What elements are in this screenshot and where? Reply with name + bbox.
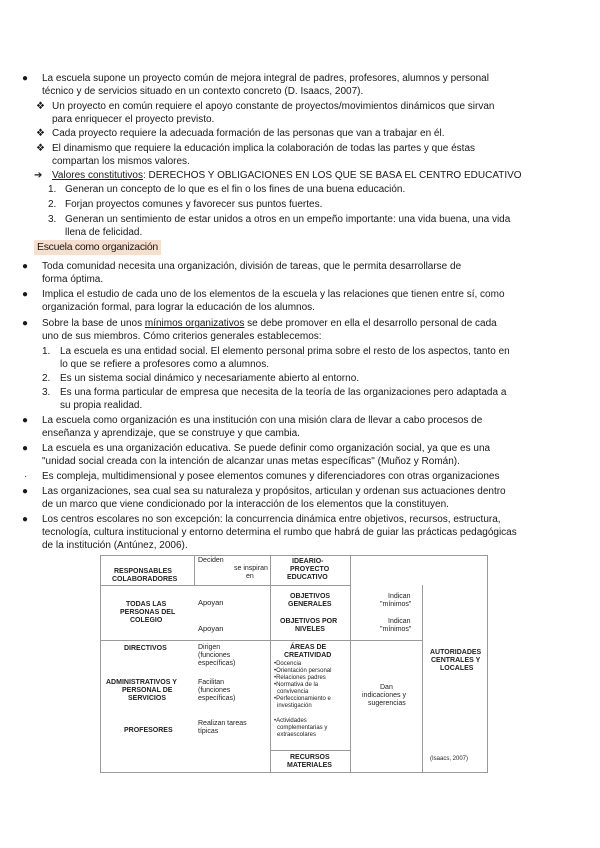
number-marker: 2. [42,373,51,384]
areas-item: investigación [277,703,312,709]
valores-item-3b: llena de felicidad. [65,227,143,238]
diamond-marker: ❖ [36,128,45,139]
bullet-marker: ● [22,415,29,426]
objetivos-generales-1: OBJETIVOS [290,593,331,600]
areas-item: complementarias y [277,725,328,731]
org-b8a: Los centros escolares no son excepción: la concurrencia dinámica entre objetivos, recursos, estructura, [42,514,501,525]
apoyan-1: Apoyan [198,598,224,607]
intro-line-1: La escuela supone un proyecto común de mejora integral de padres, profesores, alumnos y personal [42,73,489,84]
table-rule [270,555,271,773]
row-directivos: DIRECTIVOS [124,645,167,652]
bullet-marker: ● [22,443,29,454]
table-header-responsables: RESPONSABLES [114,568,172,575]
areas-item: •Orientación personal [274,668,332,674]
org-n1a: La escuela es una entidad social. El elemento personal prima sobre el resto de los aspectos, tanto en [60,346,510,357]
objetivos-niveles-2: NIVELES [295,626,325,633]
intro-line-2: técnico y de servicios situado en un contexto concreto (D. Isaacs, 2007). [42,86,364,97]
org-b6: Es compleja, multidimensional y posee elementos comunes y diferenciadores con otras organizaciones [42,471,500,482]
table-header-deciden: Deciden [198,557,224,564]
table-rule [422,585,423,773]
bullet-marker: ● [22,73,29,84]
number-marker: 1. [42,346,51,357]
table-header-educativo: EDUCATIVO [287,574,328,581]
org-b1a: Toda comunidad necesita una organización, división de tareas, que le permita desarrollarse de [42,261,462,272]
table-border [100,555,488,556]
areas-item: convivencia [277,689,309,695]
areas-title-1: ÁREAS DE [290,644,327,651]
table-border [487,555,488,773]
intro-sub-2: Cada proyecto requiere la adecuada formación de las personas que van a trabajar en él. [52,128,445,139]
org-b8b: tecnología, cultura institucional y entorno determina el rumbo que habrá de guiar las prácticas pedagógicas [42,527,517,538]
org-b7b: de un marco que viene condicionado por la interacción de los elementos que la constituyen. [42,499,449,510]
apoyan-2: Apoyan [198,624,224,633]
recursos-1: RECURSOS [290,754,330,761]
number-marker: 2. [48,199,57,210]
areas-item: •Normativa de la [274,682,319,688]
indican-2: Indican [388,618,411,625]
row-administrativos-2: PERSONAL DE [122,687,173,694]
dirigen-1: Dirigen [198,644,221,651]
org-b2a: Implica el estudio de cada uno de los elementos de la escuela y las relaciones que tienen entre sí, como [42,289,505,300]
areas-item: extraescolares [277,732,317,738]
objetivos-niveles-1: OBJETIVOS POR [280,618,338,625]
org-b5b: "unidad social creada con la intención de alcanzar unas metas específicas" (Muñoz y Román). [42,456,460,467]
row-todas-3: COLEGIO [130,617,163,624]
table-rule [100,640,422,641]
table-citation: (Isaacs, 2007) [430,756,469,762]
number-marker: 3. [48,214,57,225]
org-b4b: enseñanza y aprendizaje, que se construye y que cambia. [42,428,300,439]
autoridades-3: LOCALES [440,665,474,672]
table-header-proyecto: PROYECTO [290,566,330,573]
table-header-colaboradores: COLABORADORES [112,576,178,583]
table-header-en: en [246,573,254,580]
bullet-marker: ● [22,514,29,525]
intro-sub-1a: Un proyecto en común requiere el apoyo constante de proyectos/movimientos dinámicos que sirvan [52,101,495,112]
autoridades-1: AUTORIDADES [430,649,482,656]
org-b3-post: se debe promover en ella el desarrollo personal de cada [244,318,497,329]
table-rule [100,585,350,586]
number-marker: 1. [48,184,57,195]
table-border [100,772,488,773]
intro-sub-3b: compartan los mismos valores. [52,156,190,167]
minimos-2: "mínimos" [380,626,412,633]
table-header-ideario: IDEARIO- [292,558,324,565]
realizan-2: típicas [198,728,219,735]
row-profesores: PROFESORES [124,727,173,734]
minimos-1: "mínimos" [380,601,412,608]
org-b4a: La escuela como organización es una institución con una misión clara de llevar a cabo procesos de [42,415,483,426]
row-todas-2: PERSONAS DEL [120,609,176,616]
bullet-marker: ● [22,318,29,329]
org-n1b: lo que se refiere a profesores como a alumnos. [60,359,269,370]
number-marker: 3. [42,387,51,398]
table-rule [350,555,351,773]
table-rule [270,750,350,751]
org-b3-pre: Sobre la base de unos [42,318,145,329]
areas-item: •Relaciones padres [274,675,326,681]
org-b2b: organización formal, para lograr la educación de los alumnos. [42,302,315,313]
bullet-marker: ● [22,486,29,497]
dan-1: Dan [380,684,393,691]
recursos-2: MATERIALES [287,762,332,769]
dirigen-2: (funciones [198,652,231,659]
org-b3 [42,318,497,330]
intro-sub-3a: El dinamismo que requiere la educación implica la colaboración de todas las partes y que éstas [52,143,476,154]
org-b1b: forma óptima. [42,274,104,285]
table-header-inspiran: se inspiran [234,565,268,572]
dan-3: sugerencias [368,700,406,707]
areas-item: •Perfeccionamiento e [274,696,331,702]
indican-1: Indican [388,593,411,600]
valores-item-2: Forjan proyectos comunes y favorecer sus puntos fuertes. [65,199,323,210]
diamond-marker: ❖ [36,143,45,154]
facilitan-1: Facilitan [198,679,225,686]
valores-text: : DERECHOS Y OBLIGACIONES EN LOS QUE SE BASA EL CENTRO EDUCATIVO [142,170,522,181]
org-n2: Es un sistema social dinámico y necesariamente abierto al entorno. [60,373,360,384]
org-n3b: su propia realidad. [60,400,143,411]
intro-sub-1b: para enriquecer el proyecto previsto. [52,114,215,125]
organization-table [100,555,488,773]
areas-item: •Docencia [274,661,302,667]
facilitan-2: (funciones [198,687,231,694]
table-rule [194,555,195,585]
bullet-marker: ● [22,289,29,300]
table-border [100,555,101,773]
org-b7a: Las organizaciones, sea cual sea su naturaleza y propósitos, articulan y ordenan sus actuaciones dentro [42,486,506,497]
diamond-marker: ❖ [36,101,45,112]
dirigen-3: específicas) [198,660,236,667]
arrow-marker: ➔ [34,170,43,181]
row-administrativos-1: ADMINISTRATIVOS Y [106,679,177,686]
objetivos-generales-2: GENERALES [288,601,332,608]
areas-item: •Actividades [274,718,307,724]
row-administrativos-3: SERVICIOS [128,695,166,702]
valores-label: Valores constitutivos [52,170,143,181]
org-b8c: de la institución (Antúnez, 2006). [42,540,188,551]
valores-item-1: Generan un concepto de lo que es el fin o los fines de una buena educación. [65,184,406,195]
facilitan-3: específicas) [198,695,236,702]
row-todas-1: TODAS LAS [126,601,167,608]
dot-marker: · [24,471,28,482]
org-b5a: La escuela es una organización educativa. Se puede definir como organización social, ya que es una [42,443,491,454]
areas-title-2: CREATIVIDAD [284,652,332,659]
valores-heading [52,170,522,182]
org-b3-underlined: mínimos organizativos [144,318,245,329]
org-b3b: uno de sus miembros. Cómo criterios generales establecemos: [42,331,322,342]
realizan-1: Realizan tareas [198,720,247,727]
valores-item-3a: Generan un sentimiento de estar unidos a otros en un empeño importante: una vida buena, una vida [65,214,511,225]
section-title: Escuela como organización [34,240,161,255]
dan-2: indicaciones y [362,692,406,699]
autoridades-2: CENTRALES Y [431,657,481,664]
bullet-marker: ● [22,261,29,272]
org-n3a: Es una forma particular de empresa que necesita de la teoría de las organizaciones pero adaptada a [60,387,507,398]
